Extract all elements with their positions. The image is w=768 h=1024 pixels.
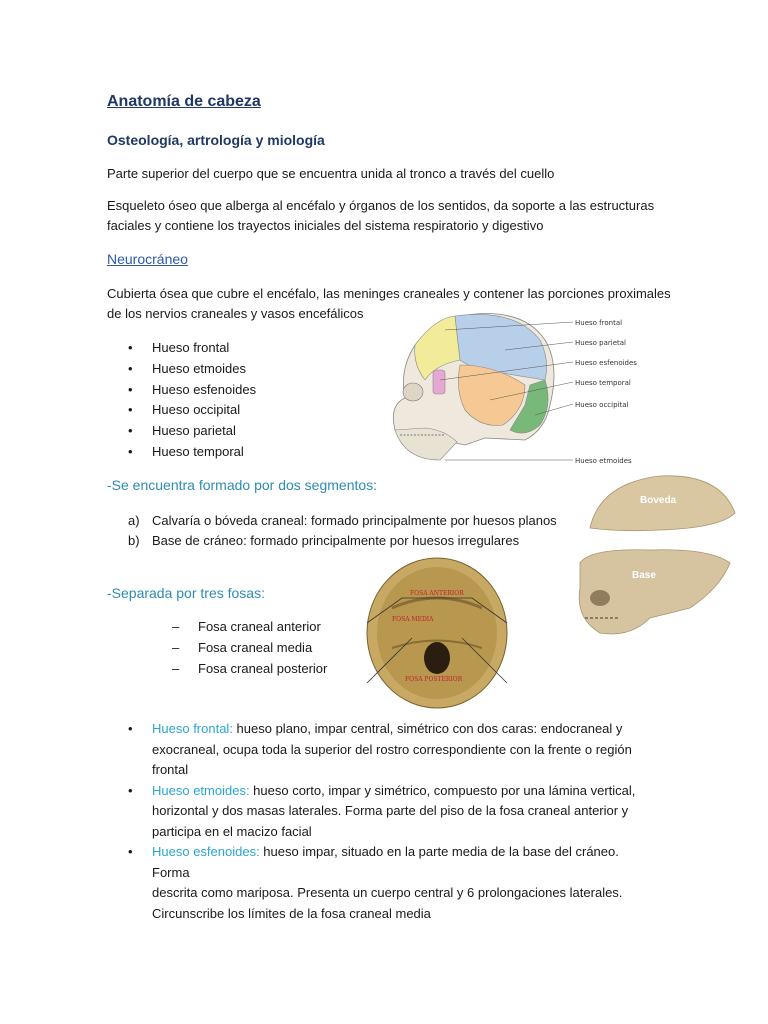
list-item: b) Base de cráneo: formado principalmente por huesos irregulares	[128, 533, 520, 548]
list-item: • Hueso temporal	[128, 442, 256, 463]
skull-drawing	[393, 314, 554, 460]
label-fosa-posterior: FOSA POSTERIOR	[405, 676, 463, 683]
list-item: • Hueso occipital	[128, 400, 256, 421]
list-item: – Fosa craneal media	[172, 638, 327, 659]
term-hueso-frontal: Hueso frontal:	[152, 721, 233, 736]
fosas-heading: -Separada por tres fosas:	[107, 585, 265, 601]
list-item: • Hueso frontal: hueso plano, impar central, simétrico con dos caras: endocraneal y exocraneal, ocupa toda la superior del rostro correspondiente con la frente o región frontal	[128, 719, 648, 781]
term-hueso-esfenoides: Hueso esfenoides:	[152, 844, 260, 859]
label-hueso-frontal: Hueso frontal	[575, 319, 623, 327]
neuro-line-2: de los nervios craneales y vasos encefálicos	[107, 306, 364, 321]
list-item: • Hueso etmoides: hueso corto, impar y simétrico, compuesto por una lámina vertical, horizontal y dos masas laterales. Forma parte del piso de la fosa craneal anterior y participa en el macizo facial	[128, 781, 648, 843]
bone-list	[128, 338, 256, 463]
list-item: a) Calvaría o bóveda craneal: formado principalmente por huesos planos	[128, 513, 557, 528]
neurocraneo-heading[interactable]: Neurocráneo	[107, 251, 188, 267]
fosa-list	[172, 617, 327, 679]
neuro-line-1: Cubierta ósea que cubre el encéfalo, las meninges craneales y contener las porciones proximales	[107, 286, 671, 301]
page-title: Anatomía de cabeza	[107, 93, 261, 110]
segments-heading: -Se encuentra formado por dos segmentos:	[107, 477, 378, 493]
list-item: • Hueso esfenoides: hueso impar, situado en la parte media de la base del cráneo. Forma descrita como mariposa. Presenta un cuerpo central y 6 prolongaciones laterales. Circunscribe los límites de la fosa craneal media	[128, 842, 648, 924]
page-subtitle: Osteología, artrología y miología	[107, 132, 325, 148]
intro-paragraph: Parte superior del cuerpo que se encuentra unida al tronco a través del cuello	[107, 166, 555, 181]
list-item: – Fosa craneal anterior	[172, 617, 327, 638]
label-hueso-esfenoides: Hueso esfenoides	[575, 359, 637, 367]
label-boveda: Boveda	[640, 495, 677, 506]
label-base: Base	[632, 570, 656, 581]
label-hueso-occipital: Hueso occipital	[575, 401, 629, 409]
segment-list	[128, 511, 557, 551]
sphenoid-bone-region	[433, 370, 445, 394]
list-item: • Hueso frontal	[128, 338, 256, 359]
label-hueso-temporal: Hueso temporal	[575, 379, 631, 387]
list-item: – Fosa craneal posterior	[172, 659, 327, 680]
list-item: • Hueso etmoides	[128, 359, 256, 380]
cranial-base-figure	[362, 553, 512, 711]
skull-lateral-figure	[385, 310, 645, 470]
list-item: • Hueso esfenoides	[128, 380, 256, 401]
label-fosa-media: FOSA MEDIA	[392, 616, 434, 623]
label-fosa-anterior: FOSA ANTERIOR	[410, 590, 464, 597]
list-item: • Hueso parietal	[128, 421, 256, 442]
skeleton-line-1: Esqueleto óseo que alberga al encéfalo y órganos de los sentidos, da soporte a las estructuras	[107, 198, 655, 213]
term-hueso-etmoides: Hueso etmoides:	[152, 782, 250, 798]
label-hueso-parietal: Hueso parietal	[575, 339, 627, 347]
label-hueso-etmoides: Hueso etmoides	[575, 457, 632, 465]
bone-description-list	[128, 719, 648, 924]
foramen-magnum	[424, 642, 450, 674]
skeleton-line-2: faciales y contiene los trayectos iniciales del sistema respiratorio y digestivo	[107, 218, 544, 233]
split-skull-figure	[570, 468, 750, 648]
